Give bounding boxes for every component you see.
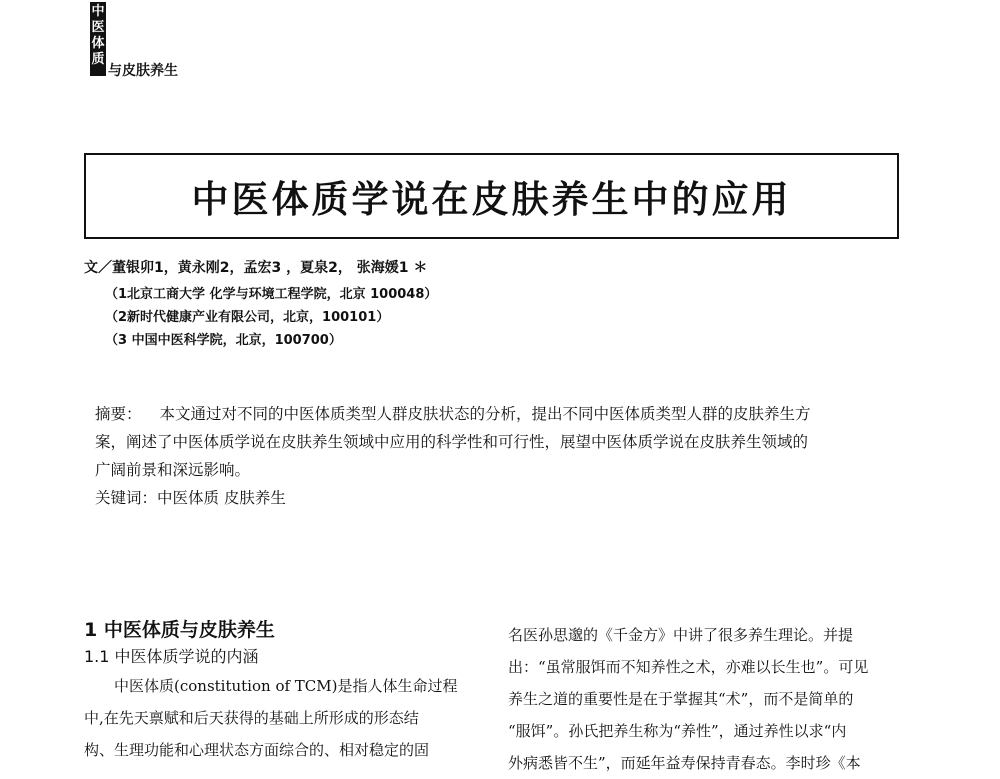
- abstract-line: 广阔前景和深远影响。: [95, 461, 251, 479]
- right-column: [508, 619, 908, 779]
- keywords: 关键词：中医体质 皮肤养生: [95, 489, 286, 507]
- author-line: 文／董银卯1，黄永刚2，孟宏3 ，夏泉2， 张海媛1 ＊: [84, 260, 428, 276]
- left-column: [84, 616, 484, 766]
- section-heading: 1 中医体质与皮肤养生: [84, 619, 275, 641]
- section-tag-char: 中: [91, 4, 105, 19]
- body-line: 中,在先天禀赋和后天获得的基础上所形成的形态结: [84, 709, 419, 727]
- body-paragraph: [508, 619, 908, 779]
- affiliation-3: （3 中国中医科学院，北京，100700）: [105, 333, 342, 348]
- body-line: 名医孙思邈的《千金方》中讲了很多养生理论。并提: [508, 626, 854, 644]
- body-line: 构、生理功能和心理状态方面综合的、相对稳定的固: [84, 741, 430, 759]
- abstract-line: 案，阐述了中医体质学说在皮肤养生领域中应用的科学性和可行性，展望中医体质学说在皮肤养生领域的: [95, 433, 809, 451]
- body-paragraph: [84, 670, 484, 766]
- affiliation-2: （2新时代健康产业有限公司，北京，100101）: [105, 310, 390, 325]
- body-line: 中医体质(constitution of TCM)是指人体生命过程: [114, 677, 458, 695]
- affiliation-1: （1北京工商大学 化学与环境工程学院，北京 100048）: [105, 287, 438, 302]
- body-line: “服饵”。孙氏把养生称为“养性”，通过养性以求“内: [508, 722, 847, 740]
- abstract: [95, 400, 905, 484]
- body-line: 出：“虽常服饵而不知养性之术，亦难以长生也”。可见: [508, 658, 869, 676]
- title-frame: [84, 153, 899, 239]
- section-tag-rest: 与皮肤养生: [108, 63, 178, 79]
- body-line: 养生之道的重要性是在于掌握其“术”，而不是简单的: [508, 690, 854, 708]
- paper-title: 中医体质学说在皮肤养生中的应用: [191, 177, 792, 221]
- abstract-text: 本文通过对不同的中医体质类型人群皮肤状态的分析，提出不同中医体质类型人群的皮肤养生方: [159, 405, 811, 423]
- journal-section-tag: [90, 2, 106, 76]
- abstract-label: 摘要：: [95, 405, 142, 423]
- subsection-heading: 1.1 中医体质学说的内涵: [84, 647, 259, 666]
- section-tag-char: 医: [91, 20, 105, 35]
- body-line: 外病悉皆不生”，而延年益寿保持青春态。李时珍《本: [508, 754, 861, 772]
- abstract-line: [95, 400, 905, 428]
- section-tag-char: 体: [91, 36, 105, 51]
- section-tag-char: 质: [91, 52, 105, 67]
